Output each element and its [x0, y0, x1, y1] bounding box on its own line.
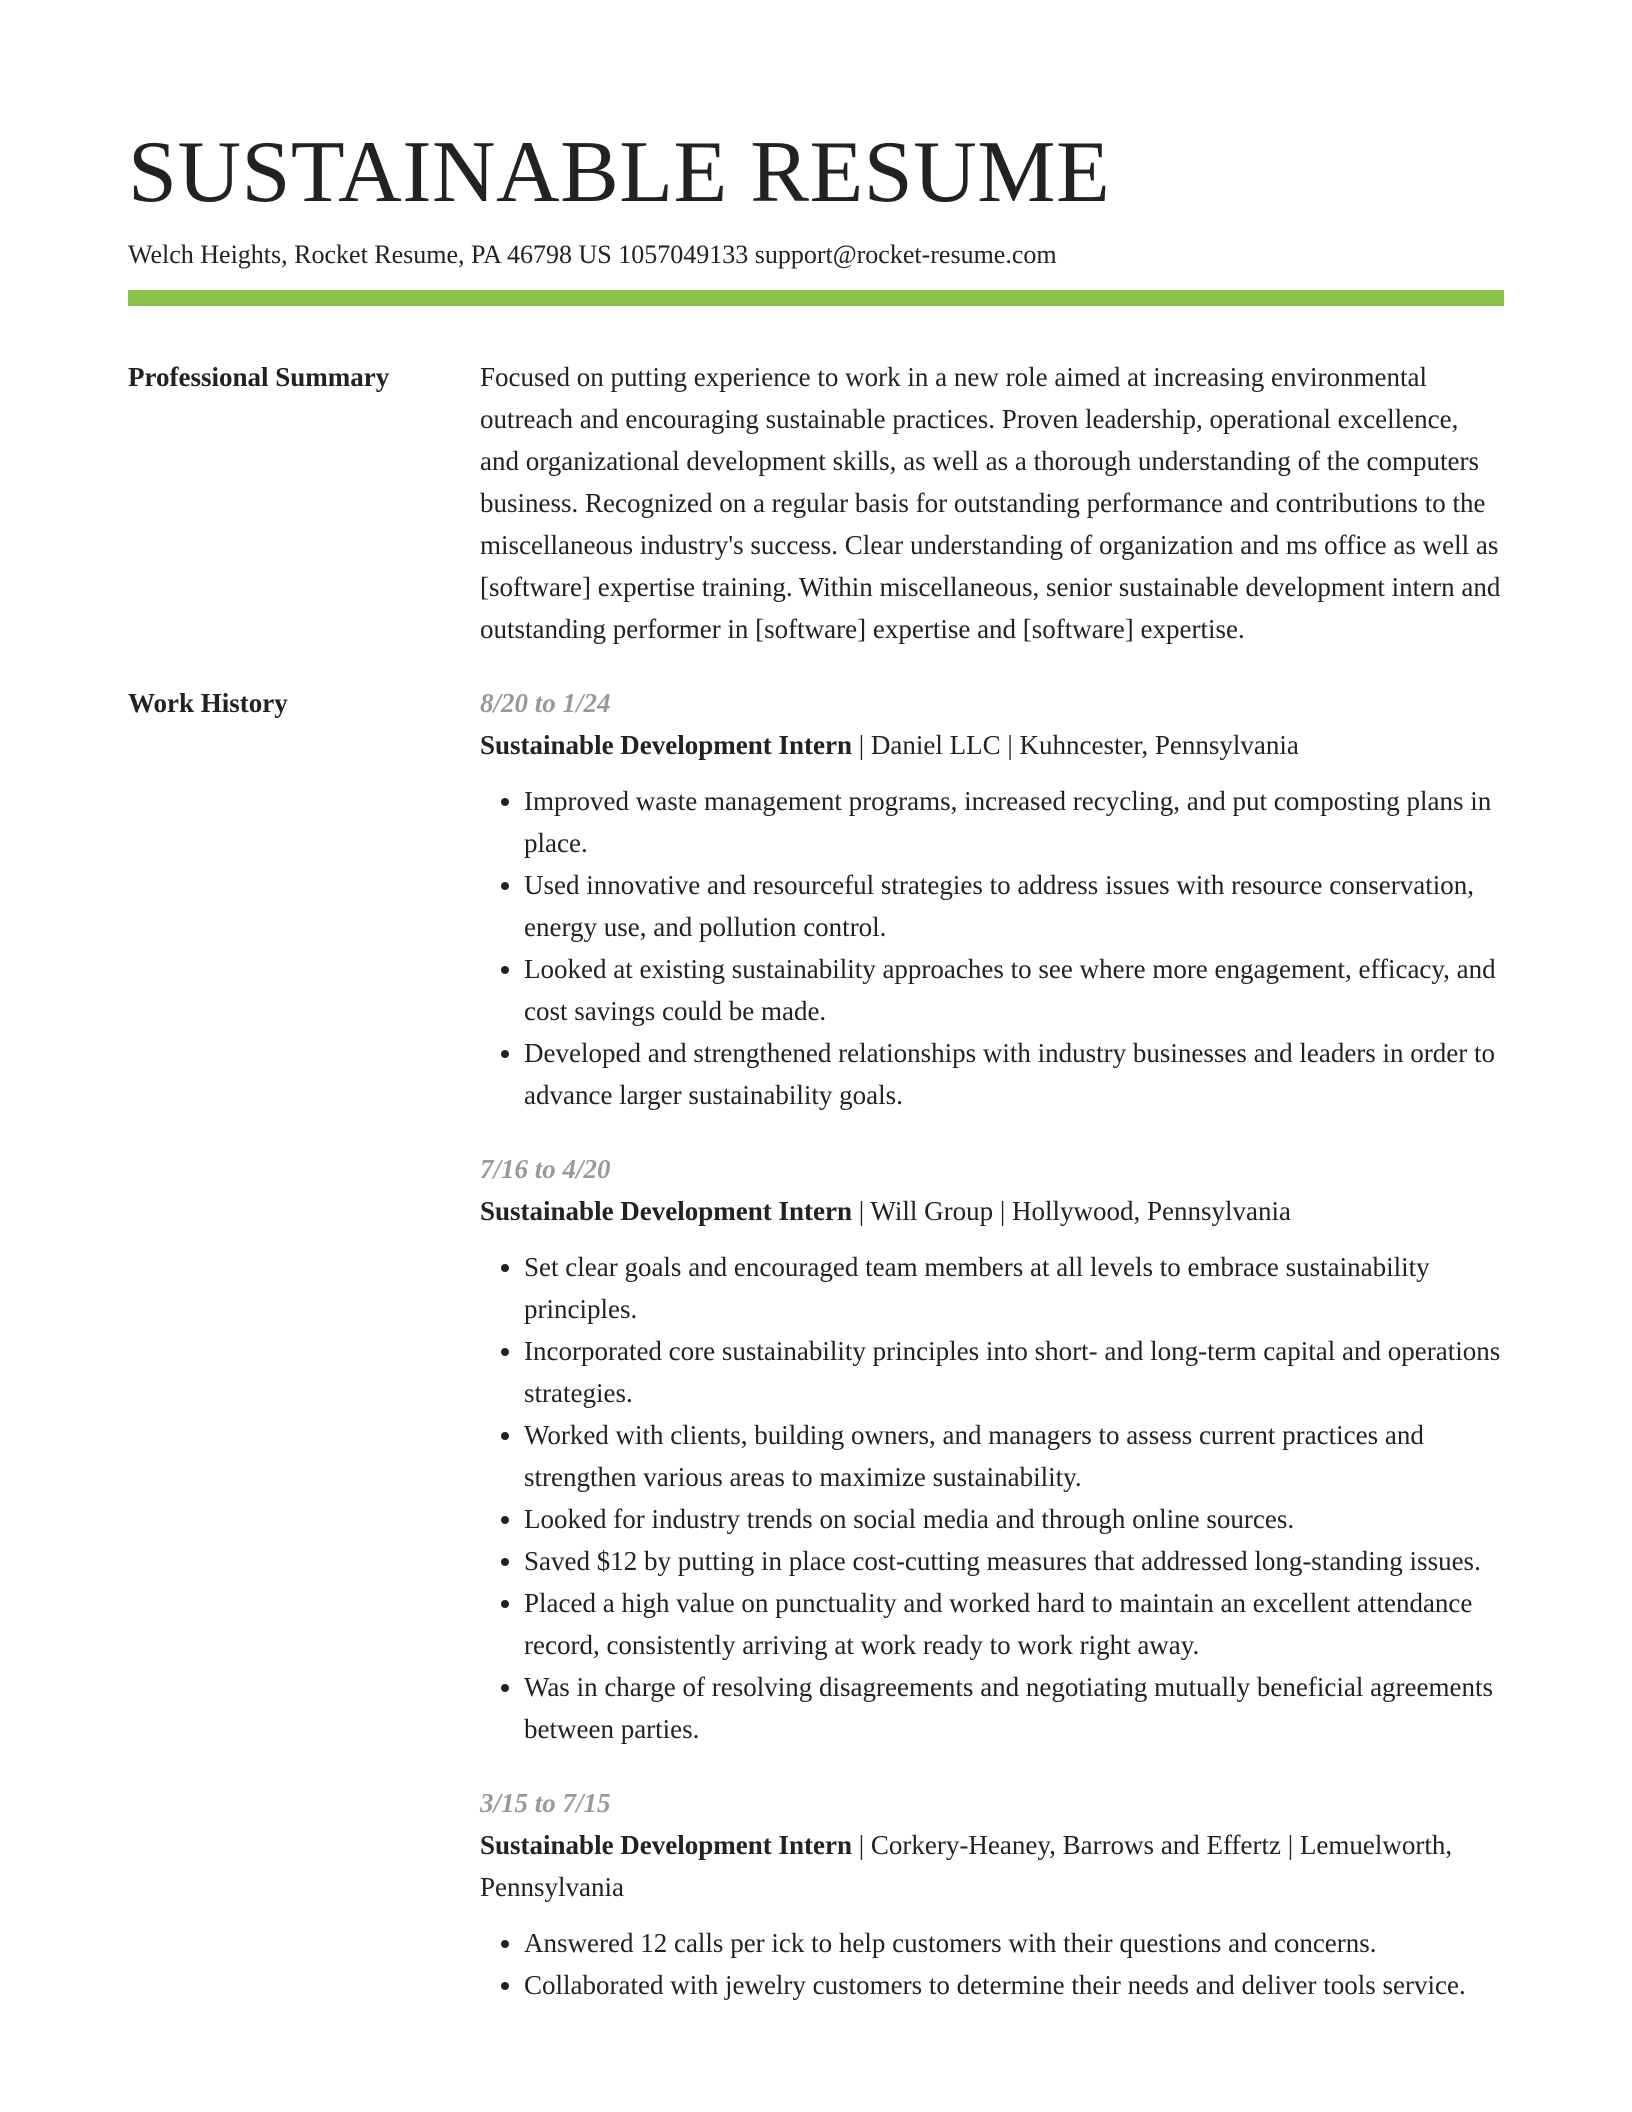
summary-text: Focused on putting experience to work in a new role aimed at increasing environmental outreach and encouraging sustainable practices. Proven leadership, operational excellence, and organizational development skills, as well as a thorough understanding of the computers business. Recognized on a regular basis for outstanding performance and contributions to the miscellaneous industry's success. Clear understanding of organization and ms office as well as [software] expertise training. Within miscellaneous, senior sustainable development intern and outstanding performer in [software] expertise and [software] expertise.: [480, 362, 1501, 644]
job-bullet: • Incorporated core sustainability principles into short- and long-term capital and operations strategies.: [524, 1330, 1504, 1414]
job-details: | Daniel LLC | Kuhncester, Pennsylvania: [852, 730, 1299, 760]
job-bullet: • Answered 12 calls per ick to help customers with their questions and concerns.: [524, 1922, 1504, 1964]
job-entry: [480, 1148, 1504, 1750]
job-entry: [480, 1782, 1504, 2006]
job-heading: [480, 1824, 1504, 1908]
job-bullets: [480, 1922, 1504, 2006]
job-bullet: • Placed a high value on punctuality and worked hard to maintain an excellent attendance record, consistently arriving at work ready to work right away.: [524, 1582, 1504, 1666]
accent-divider: [128, 290, 1504, 306]
job-heading: [480, 1190, 1504, 1232]
job-title: Sustainable Development Intern: [480, 730, 853, 760]
job-bullet: • Looked at existing sustainability approaches to see where more engagement, efficacy, and cost savings could be made.: [524, 948, 1504, 1032]
section-label-work-history: Work History: [128, 688, 288, 718]
job-dates: 7/16 to 4/20: [480, 1154, 611, 1184]
job-bullet: • Was in charge of resolving disagreements and negotiating mutually beneficial agreements between parties.: [524, 1666, 1504, 1750]
job-bullet: • Set clear goals and encouraged team members at all levels to embrace sustainability principles.: [524, 1246, 1504, 1330]
job-bullet: • Improved waste management programs, increased recycling, and put composting plans in place.: [524, 780, 1504, 864]
resume-name: SUSTAINABLE RESUME: [128, 124, 1111, 221]
job-dates: 8/20 to 1/24: [480, 688, 611, 718]
job-bullet: • Saved $12 by putting in place cost-cutting measures that addressed long-standing issues.: [524, 1540, 1504, 1582]
job-bullet: • Worked with clients, building owners, and managers to assess current practices and strengthen various areas to maximize sustainability.: [524, 1414, 1504, 1498]
job-bullet: • Looked for industry trends on social media and through online sources.: [524, 1498, 1504, 1540]
job-entry: [480, 682, 1504, 1116]
job-details: | Corkery-Heaney, Barrows and Effertz | Lemuelworth, Pennsylvania: [480, 1830, 1453, 1902]
section-label-summary: Professional Summary: [128, 362, 390, 392]
job-bullets: [480, 780, 1504, 1116]
job-bullets: [480, 1246, 1504, 1750]
job-heading: [480, 724, 1504, 766]
professional-summary-section: [128, 356, 1504, 650]
job-details: | Will Group | Hollywood, Pennsylvania: [852, 1196, 1291, 1226]
job-bullet: • Developed and strengthened relationships with industry businesses and leaders in order to advance larger sustainability goals.: [524, 1032, 1504, 1116]
job-title: Sustainable Development Intern: [480, 1196, 853, 1226]
contact-line: Welch Heights, Rocket Resume, PA 46798 US 1057049133 support@rocket-resume.com: [128, 240, 1057, 269]
job-title: Sustainable Development Intern: [480, 1830, 853, 1860]
resume-page: [128, 0, 1504, 2038]
work-history-list: [480, 682, 1504, 2038]
job-bullet: • Collaborated with jewelry customers to determine their needs and deliver tools service.: [524, 1964, 1504, 2006]
work-history-section: [128, 682, 1504, 2038]
job-bullet: • Used innovative and resourceful strategies to address issues with resource conservation, energy use, and pollution control.: [524, 864, 1504, 948]
job-dates: 3/15 to 7/15: [480, 1788, 611, 1818]
